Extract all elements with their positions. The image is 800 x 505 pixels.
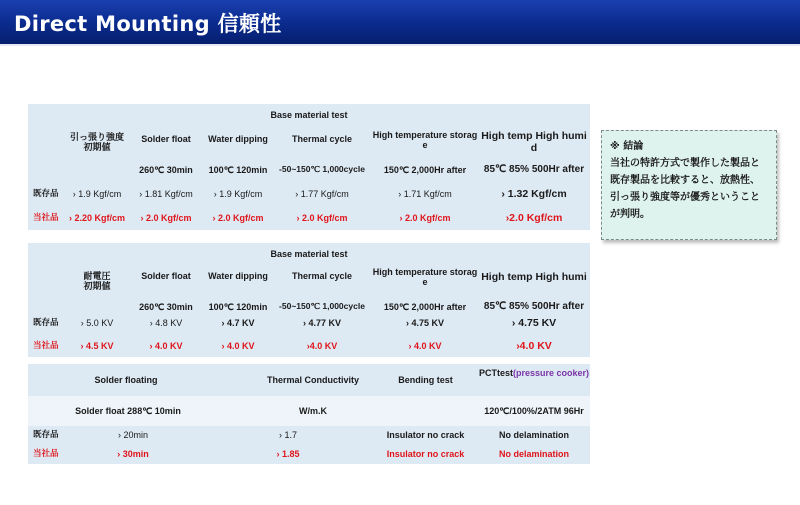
condition-cell — [373, 396, 478, 426]
value-cell: › 4.0 KV — [149, 340, 183, 351]
header-banner — [0, 0, 800, 46]
column-header-row — [28, 265, 590, 297]
table-title: Base material test — [270, 248, 348, 259]
row-label-header: 引っ張り強度 初期値 — [69, 131, 124, 152]
table-title: Base material test — [270, 109, 348, 120]
note-body: 当社の特許方式で製作した製品と既存製品を比較すると、放熱性、引っ張り強度等が優秀ということが判明。 — [610, 158, 760, 220]
row-label: 既存品 — [33, 317, 59, 328]
column-header-row — [28, 364, 590, 396]
value-cell: › 4.0 KV — [408, 340, 442, 351]
condition-row — [28, 396, 590, 426]
pct-test-name: PCTtest — [478, 368, 513, 378]
column-header: Solder floating — [94, 374, 158, 385]
table-row — [28, 426, 590, 444]
column-header: High temp High humi d — [481, 130, 587, 155]
row-label-header: 耐電圧 初期値 — [83, 270, 111, 291]
value-cell: › 2.0 Kgf/cm — [140, 212, 192, 223]
column-header-row — [28, 126, 590, 158]
value-cell: › 1.9 Kgf/cm — [213, 188, 263, 199]
condition-cell: 100℃ 120min — [208, 164, 268, 175]
condition-cell: 85℃ 85% 500Hr after — [483, 301, 585, 313]
row-label: 既存品 — [33, 188, 59, 199]
value-cell: › 5.0 KV — [80, 317, 114, 328]
condition-cell: 100℃ 120min — [208, 301, 268, 312]
value-cell: No delamination — [498, 429, 569, 440]
value-cell: ›4.0 KV — [516, 339, 552, 352]
condition-cell: 150℃ 2,000Hr after — [383, 164, 467, 175]
table-row — [28, 444, 590, 464]
value-cell: › 1.9 Kgf/cm — [72, 188, 122, 199]
conclusion-note — [601, 130, 777, 240]
value-cell: › 4.75 KV — [511, 316, 557, 329]
condition-cell: 150℃ 2,000Hr after — [383, 301, 467, 312]
value-cell: › 30min — [117, 448, 149, 459]
value-cell: › 1.32 Kgf/cm — [501, 187, 567, 200]
condition-cell: -50~150℃ 1,000cycle — [279, 164, 365, 175]
value-cell: › 4.77 KV — [302, 317, 342, 328]
table-title-row — [28, 104, 590, 126]
pct-test-suffix: (pressure cooker) — [512, 368, 590, 378]
value-cell: › 4.8 KV — [149, 317, 183, 328]
value-cell: › 1.77 Kgf/cm — [295, 188, 349, 199]
value-cell: › 4.0 KV — [221, 340, 255, 351]
column-header: High temp High humi — [481, 271, 587, 283]
column-header: Thermal cycle — [291, 134, 353, 144]
value-cell: › 1.81 Kgf/cm — [139, 188, 193, 199]
column-header: High temperature storag e — [372, 267, 478, 288]
value-cell: ›4.0 KV — [306, 340, 338, 351]
row-label: 既存品 — [33, 429, 59, 440]
value-cell: › 1.7 — [278, 429, 297, 440]
condition-cell: Solder float 288℃ 10min — [75, 405, 181, 416]
table-title-row — [28, 243, 590, 265]
value-cell: › 1.71 Kgf/cm — [398, 188, 452, 199]
condition-cell: 85℃ 85% 500Hr after — [483, 164, 585, 176]
value-cell: › 2.0 Kgf/cm — [399, 212, 451, 223]
column-header: High temperature storag e — [372, 130, 478, 151]
row-label: 当社品 — [33, 212, 59, 223]
value-cell: ›2.0 Kgf/cm — [505, 211, 563, 224]
column-header: Bending test — [398, 374, 453, 385]
column-header: Water dipping — [208, 271, 268, 281]
condition-cell: W/m.K — [299, 405, 327, 416]
value-cell: › 2.20 Kgf/cm — [68, 212, 126, 223]
table-row — [28, 311, 590, 335]
table-row — [28, 206, 590, 230]
column-header: Thermal Conductivity — [266, 374, 359, 385]
value-cell: › 4.75 KV — [405, 317, 445, 328]
page-title: Direct Mounting 信頼性 — [14, 12, 282, 36]
column-header: Thermal cycle — [291, 271, 353, 281]
condition-cell: 120℃/100%/2ATM 96Hr — [484, 405, 584, 416]
row-label: 当社品 — [33, 340, 59, 351]
value-cell: › 2.0 Kgf/cm — [212, 212, 264, 223]
value-cell: › 4.5 KV — [80, 340, 114, 351]
table-row — [28, 335, 590, 357]
condition-row — [28, 158, 590, 182]
table-row — [28, 182, 590, 206]
condition-cell: 260℃ 30min — [139, 164, 193, 175]
note-title: ※ 結論 — [610, 141, 644, 152]
value-cell: › 4.7 KV — [221, 317, 255, 328]
column-header: Water dipping — [208, 134, 268, 144]
value-cell: › 20min — [117, 429, 148, 440]
value-cell: Insulator no crack — [386, 429, 465, 440]
value-cell: › 2.0 Kgf/cm — [296, 212, 348, 223]
column-header — [478, 364, 590, 396]
condition-cell: 260℃ 30min — [139, 301, 193, 312]
column-header: Solder float — [141, 134, 191, 144]
value-cell: Insulator no crack — [386, 448, 465, 459]
value-cell: No delamination — [498, 448, 569, 459]
column-header: Solder float — [141, 271, 191, 281]
value-cell: › 1.85 — [276, 448, 300, 459]
row-label: 当社品 — [33, 448, 59, 459]
condition-cell: -50~150℃ 1,000cycle — [279, 301, 365, 312]
